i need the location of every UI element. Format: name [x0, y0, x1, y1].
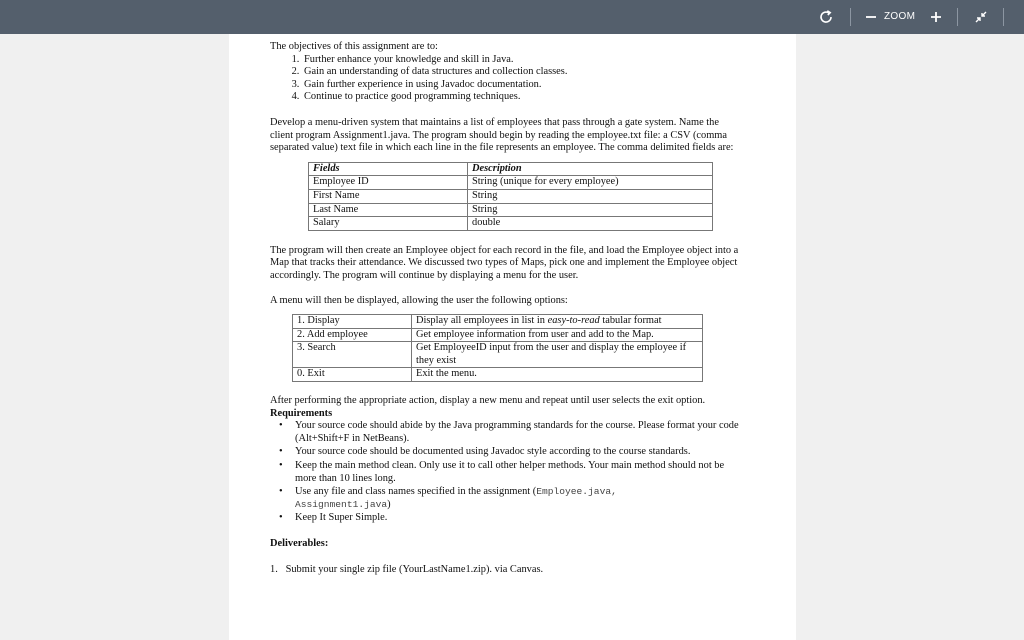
- table-row: [293, 328, 703, 342]
- table-row: [309, 176, 713, 190]
- table-row: [293, 315, 703, 329]
- list-item: • Your source code should abide by the Java programming standards for the course. Please format your code (Alt+Shift+F in NetBeans).: [295, 420, 740, 445]
- list-item: 4. Continue to practice good programming techniques.: [302, 91, 740, 104]
- collapse-icon[interactable]: [970, 5, 992, 29]
- table-row: [309, 189, 713, 203]
- table-cell: 2. Add employee: [293, 328, 412, 342]
- list-item: • Your source code should be documented using Javadoc style according to the course standards.: [295, 446, 740, 459]
- document-content: [270, 36, 740, 576]
- list-item: [295, 486, 740, 511]
- table-cell: Get employee information from user and add to the Map.: [412, 328, 703, 342]
- refresh-icon[interactable]: [814, 5, 838, 29]
- objectives-list: [270, 54, 740, 104]
- table-header-cell: Fields: [309, 162, 468, 176]
- menu-table: [292, 314, 703, 382]
- table-cell: String: [468, 189, 713, 203]
- table-header-row: [309, 162, 713, 176]
- repeat-paragraph: After performing the appropriate action, display a new menu and repeat until user selects the exit option.: [270, 395, 706, 407]
- deliverable-item: 1. Submit your single zip file (YourLastName1.zip). via Canvas.: [270, 563, 544, 575]
- table-cell: [412, 315, 703, 329]
- requirements-list: [270, 420, 740, 525]
- table-cell: 1. Display: [293, 315, 412, 329]
- intro-paragraph: Develop a menu-driven system that maintains a list of employees that pass through a gate system. Name the client program Assignment1.java. The program should begin by reading the employee.txt file: a CSV (comma separated value) text file in which each line in the file represents an employee. The comma delimited fields are:: [270, 116, 734, 154]
- deliverables-heading: Deliverables:: [270, 538, 329, 549]
- table-cell: double: [468, 217, 713, 231]
- zoom-label: ZOOM: [884, 11, 916, 22]
- item-text: Use any file and class names specified in the assignment (: [295, 486, 537, 498]
- table-row: [293, 342, 703, 368]
- minus-icon[interactable]: [861, 5, 881, 29]
- emphasis-text: easy-to-read: [547, 315, 600, 327]
- table-cell: Exit the menu.: [412, 368, 703, 382]
- table-cell: First Name: [309, 189, 468, 203]
- toolbar-divider: [850, 8, 851, 26]
- objectives-intro: The objectives of this assignment are to:: [270, 41, 438, 52]
- list-item: 3. Gain further experience in using Javadoc documentation.: [302, 79, 740, 92]
- table-row: [309, 217, 713, 231]
- table-row: [309, 203, 713, 217]
- table-cell: Last Name: [309, 203, 468, 217]
- fields-table: [308, 162, 713, 231]
- requirements-heading: Requirements: [270, 407, 333, 419]
- table-cell: String: [468, 203, 713, 217]
- toolbar-divider: [1003, 8, 1004, 26]
- plus-icon[interactable]: [925, 5, 947, 29]
- viewer-toolbar: [0, 0, 1024, 34]
- table-cell: Employee ID: [309, 176, 468, 190]
- table-header-cell: Description: [468, 162, 713, 176]
- table-cell: 0. Exit: [293, 368, 412, 382]
- table-row: [293, 368, 703, 382]
- table-cell: String (unique for every employee): [468, 176, 713, 190]
- item-text: ): [387, 498, 391, 510]
- table-cell: Salary: [309, 217, 468, 231]
- cell-text: tabular format: [599, 315, 662, 327]
- table-cell: Get EmployeeID input from the user and display the employee if they exist: [412, 342, 703, 368]
- code-text: Employee.java,: [536, 486, 617, 498]
- list-item: 2. Gain an understanding of data structures and collection classes.: [302, 66, 740, 79]
- list-item: • Keep the main method clean. Only use it to call other helper methods. Your main method should not be more than 10 lines long.: [295, 460, 740, 485]
- menu-intro: A menu will then be displayed, allowing the user the following options:: [270, 294, 568, 306]
- toolbar-divider: [957, 8, 958, 26]
- list-item: • Keep It Super Simple.: [295, 512, 740, 525]
- code-text: Assignment1.java: [295, 498, 388, 510]
- list-item: 1. Further enhance your knowledge and skill in Java.: [302, 54, 740, 67]
- employee-paragraph: The program will then create an Employee object for each record in the file, and load the Employee object into a Map that tracks their attendance. We discussed two types of Maps, pick one and implement the Employee object accordingly. The program will continue by displaying a menu for the user.: [270, 244, 739, 281]
- cell-text: Display all employees in list in: [416, 315, 548, 327]
- table-cell: 3. Search: [293, 342, 412, 368]
